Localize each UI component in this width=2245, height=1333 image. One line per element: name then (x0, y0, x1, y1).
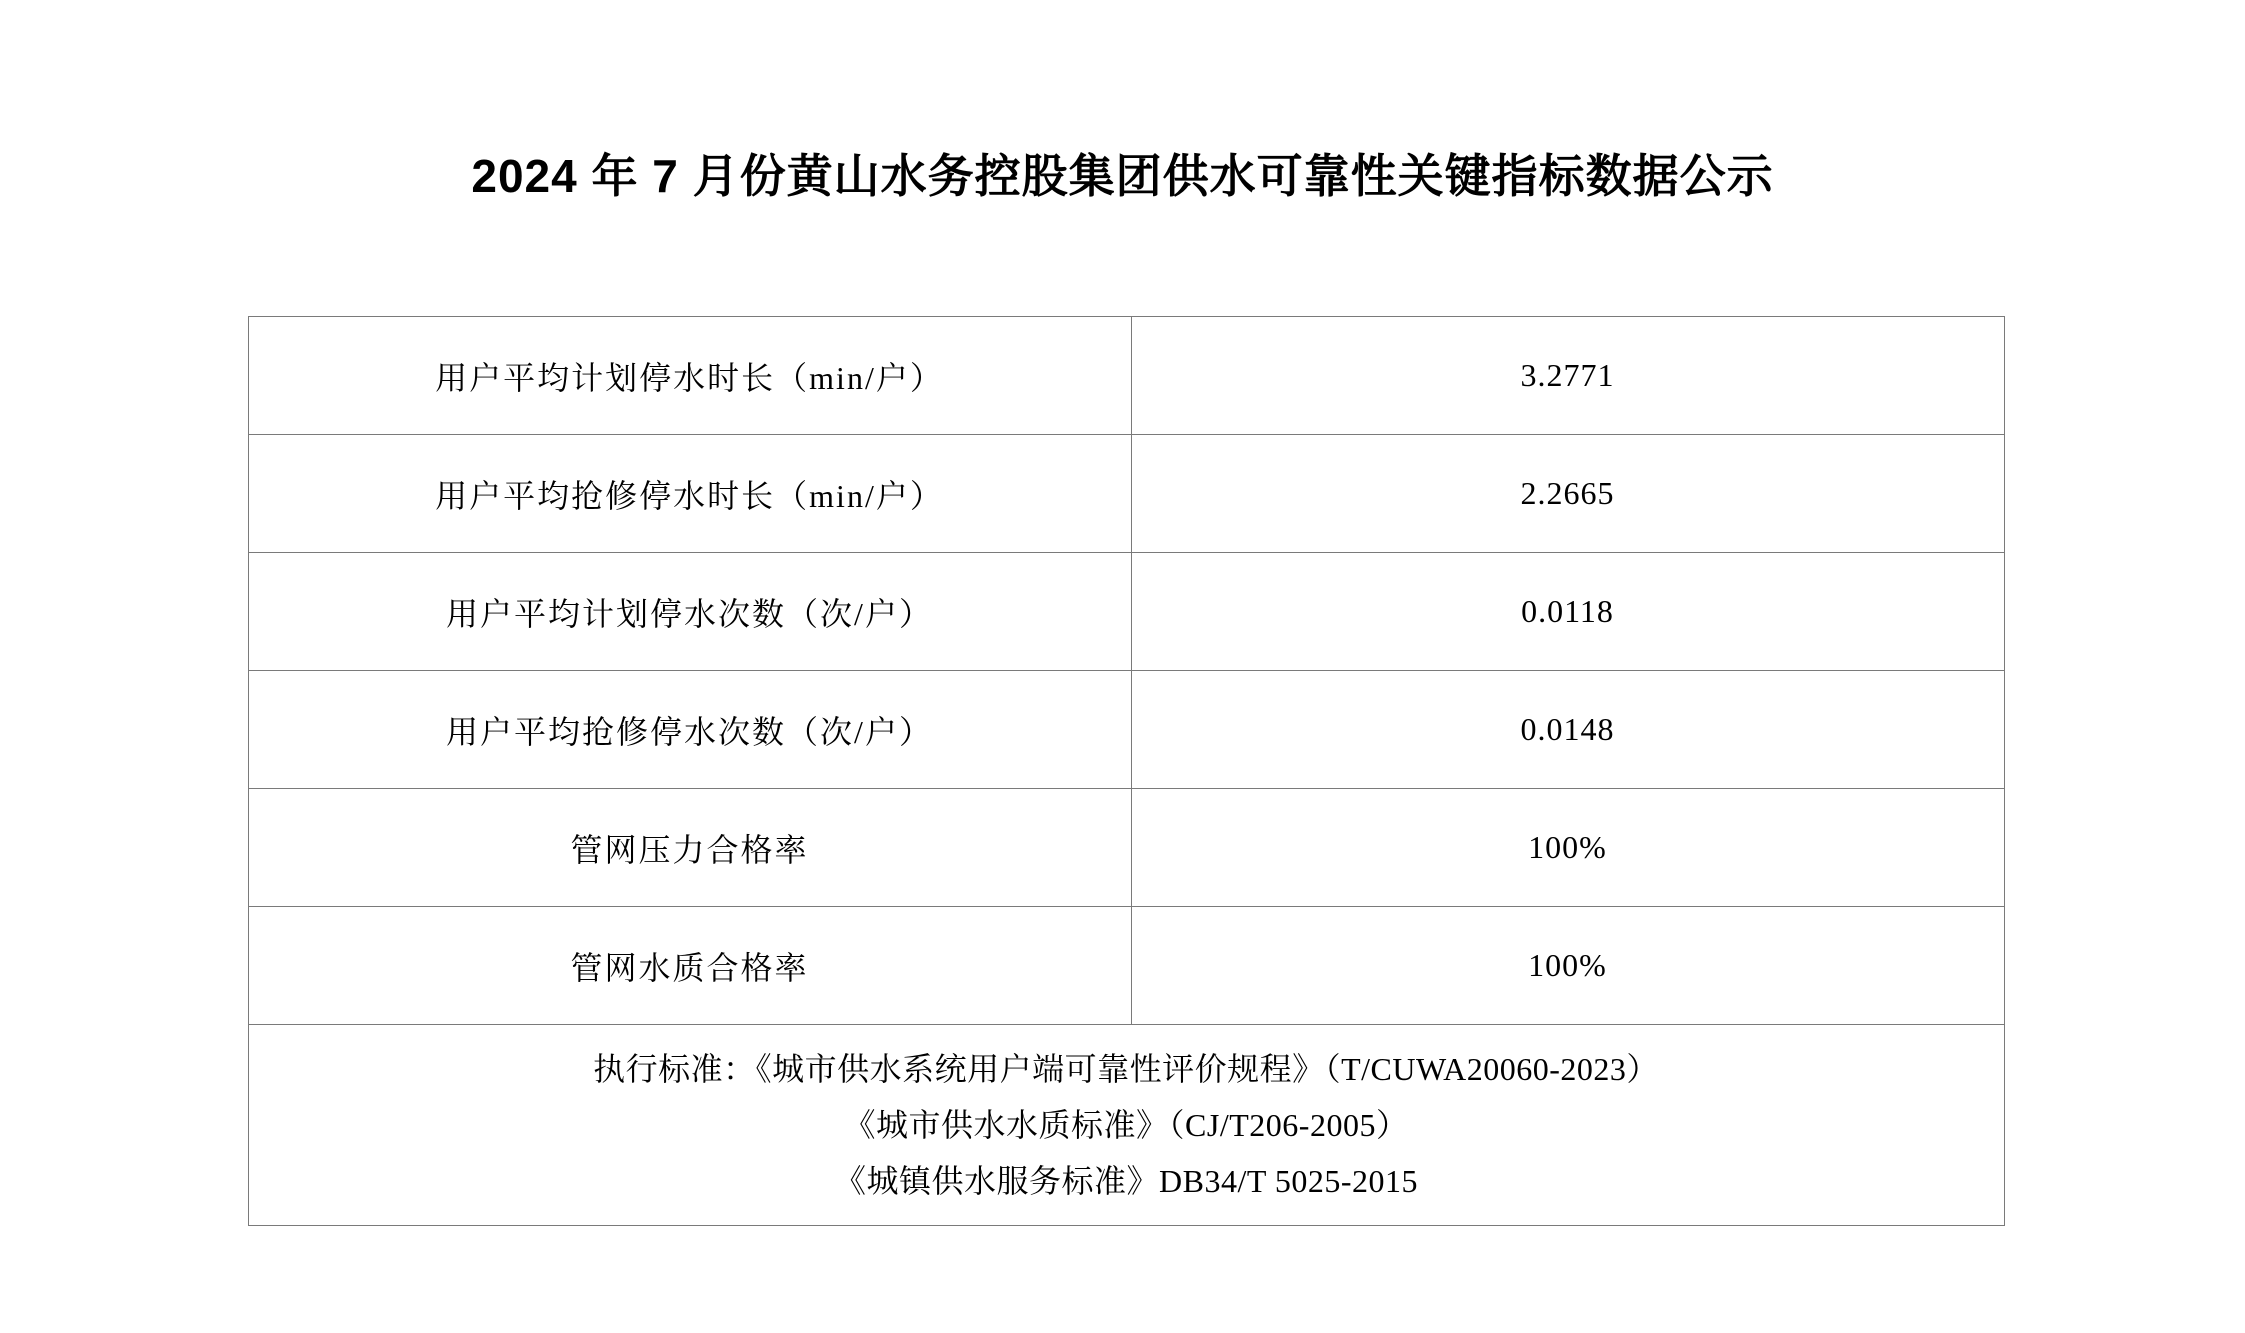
metric-label: 用户平均抢修停水次数（次/户） (248, 671, 1131, 789)
table-row (248, 317, 2004, 435)
metric-label: 用户平均抢修停水时长（min/户） (248, 435, 1131, 553)
metric-value: 2.2665 (1131, 435, 2004, 553)
table-row (248, 435, 2004, 553)
metric-value: 100% (1131, 789, 2004, 907)
standards-note (248, 1025, 2004, 1226)
metric-value: 100% (1131, 907, 2004, 1025)
metric-label: 管网水质合格率 (248, 907, 1131, 1025)
metric-label: 用户平均计划停水时长（min/户） (248, 317, 1131, 435)
table-row-notes (248, 1025, 2004, 1226)
metric-value: 0.0118 (1131, 553, 2004, 671)
standards-note-line-1: 执行标准：《城市供水系统用户端可靠性评价规程》（T/CUWA20060-2023） (593, 1051, 1659, 1087)
metric-label: 用户平均计划停水次数（次/户） (248, 553, 1131, 671)
table-row (248, 789, 2004, 907)
table-row (248, 553, 2004, 671)
table-row (248, 671, 2004, 789)
standards-note-line-2: 《城市供水水质标准》（CJ/T206-2005） (843, 1107, 1409, 1143)
page-title: 2024 年 7 月份黄山水务控股集团供水可靠性关键指标数据公示 (471, 150, 1774, 202)
metric-value: 0.0148 (1131, 671, 2004, 789)
metric-label: 管网压力合格率 (248, 789, 1131, 907)
standards-note-line-3: 《城镇供水服务标准》DB34/T 5025-2015 (834, 1163, 1418, 1199)
table-row (248, 907, 2004, 1025)
metrics-table-container (248, 206, 1998, 1226)
metrics-table (248, 316, 2005, 1226)
metric-value: 3.2771 (1131, 317, 2004, 435)
